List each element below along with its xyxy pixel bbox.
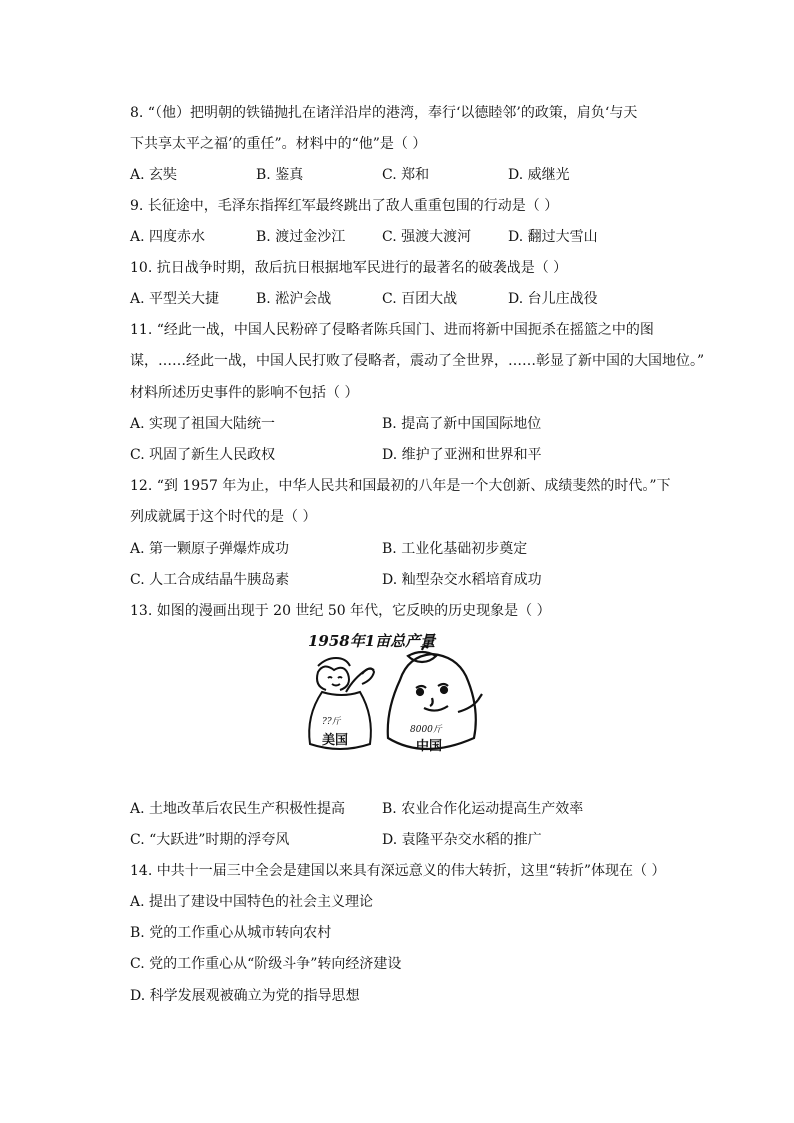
question-8-stem-line-1: 8. “（他）把明朝的铁锚抛扎在诸洋沿岸的港湾，奉行‘以德睦邻’的政策，肩负‘与天: [130, 105, 638, 121]
question-10-option-a: A. 平型关大捷: [130, 291, 220, 307]
question-11-stem-line-1: 11. “经此一战，中国人民粉碎了侵略者陈兵国门、进而将新中国扼杀在摇篮之中的图: [130, 322, 654, 338]
question-11-option-b: B. 提高了新中国国际地位: [382, 416, 542, 432]
question-9-option-b: B. 渡过金沙江: [256, 229, 346, 245]
question-12-stem-line-2: 列成就属于这个时代的是（ ）: [130, 509, 317, 525]
question-12-option-c: C. 人工合成结晶牛胰岛素: [130, 572, 290, 588]
question-13-option-c: C. “大跃进”时期的浮夸风: [130, 832, 290, 848]
question-11-stem-line-2: 谋，……经此一战，中国人民打败了侵略者，震动了全世界，……彰显了新中国的大国地位。”: [130, 353, 705, 369]
question-10-option-b: B. 淞沪会战: [256, 291, 332, 307]
question-8-option-c: C. 郑和: [382, 167, 430, 183]
question-13-stem: 13. 如图的漫画出现于 20 世纪 50 年代，它反映的历史现象是（ ）: [130, 603, 551, 619]
question-13-option-d: D. 袁隆平杂交水稻的推广: [382, 832, 542, 848]
question-8-stem-line-2: 下共享太平之福’的重任”。材料中的“他”是（ ）: [130, 136, 427, 152]
question-9-stem: 9. 长征途中，毛泽东指挥红军最终跳出了敌人重重包围的行动是（ ）: [130, 198, 559, 214]
question-13-option-a: A. 土地改革后农民生产积极性提高: [130, 801, 346, 817]
question-12-option-b: B. 工业化基础初步奠定: [382, 541, 528, 557]
question-9-option-d: D. 翻过大雪山: [508, 229, 598, 245]
cartoon-right-weight: 8000斤: [410, 725, 442, 735]
question-11-option-d: D. 维护了亚洲和世界和平: [382, 447, 542, 463]
question-8-option-d: D. 威继光: [508, 167, 570, 183]
question-14-option-b: B. 党的工作重心从城市转向农村: [130, 925, 332, 941]
question-8-option-a: A. 玄奘: [130, 167, 178, 183]
cartoon-illustration: [288, 628, 508, 758]
question-11-option-c: C. 巩固了新生人民政权: [130, 447, 276, 463]
question-10-option-d: D. 台儿庄战役: [508, 291, 598, 307]
question-14-option-c: C. 党的工作重心从“阶级斗争”转向经济建设: [130, 956, 402, 972]
question-10-stem: 10. 抗日战争时期，敌后抗日根据地军民进行的最著名的破袭战是（ ）: [130, 260, 568, 276]
question-12-option-d: D. 籼型杂交水稻培育成功: [382, 572, 542, 588]
question-14-stem: 14. 中共十一届三中全会是建国以来具有深远意义的伟大转折，这里“转折”体现在（ ）: [130, 863, 666, 879]
cartoon-left-weight: ??斤: [322, 717, 341, 727]
question-12-option-a: A. 第一颗原子弹爆炸成功: [130, 541, 290, 557]
question-14-option-a: A. 提出了建设中国特色的社会主义理论: [130, 894, 374, 910]
question-9-option-c: C. 强渡大渡河: [382, 229, 472, 245]
cartoon-left-country: 美国: [322, 733, 349, 748]
question-13-option-b: B. 农业合作化运动提高生产效率: [382, 801, 584, 817]
question-14-option-d: D. 科学发展观被确立为党的指导思想: [130, 988, 360, 1004]
question-10-option-c: C. 百团大战: [382, 291, 458, 307]
question-8-option-b: B. 鉴真: [256, 167, 304, 183]
question-12-stem-line-1: 12. “到 1957 年为止，中华人民共和国最初的八年是一个大创新、成绩斐然的时代。”下: [130, 478, 671, 494]
cartoon-title: 1958年1亩总产量: [308, 632, 436, 650]
question-9-option-a: A. 四度赤水: [130, 229, 206, 245]
question-11-stem-line-3: 材料所述历史事件的影响不包括（ ）: [130, 385, 359, 401]
cartoon-right-country: 中国: [416, 739, 443, 754]
question-11-option-a: A. 实现了祖国大陆统一: [130, 416, 276, 432]
